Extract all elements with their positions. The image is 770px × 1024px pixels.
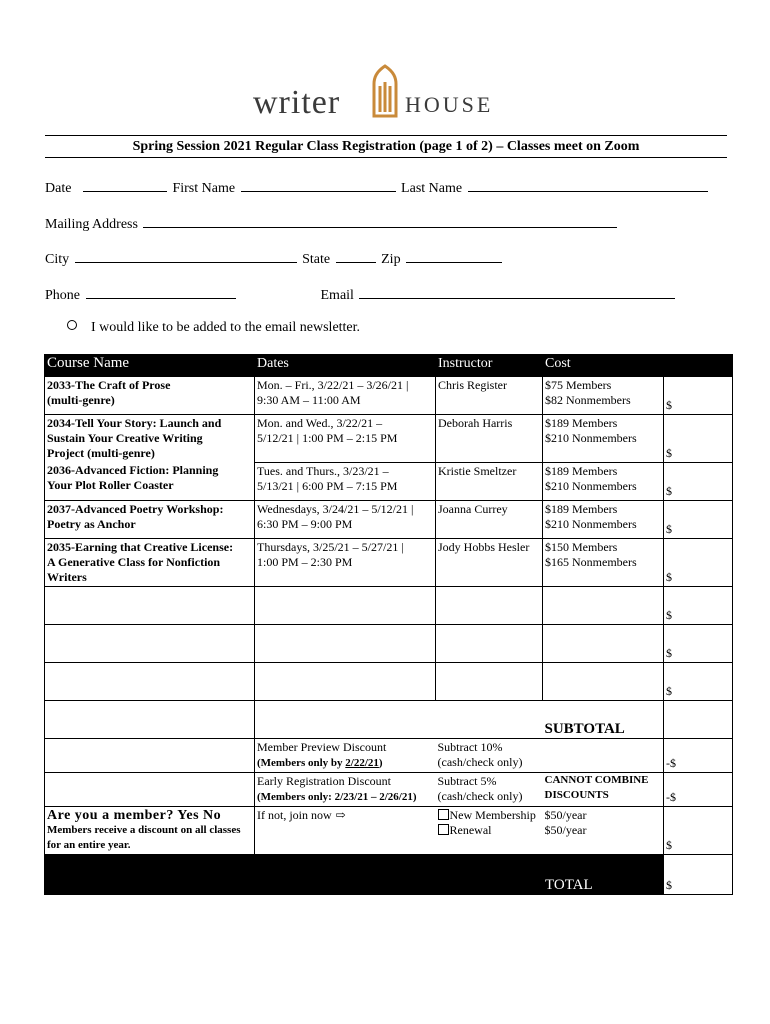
date-field[interactable]: [83, 177, 167, 192]
mailing-address-field[interactable]: [143, 213, 617, 228]
total-field[interactable]: $: [664, 854, 733, 894]
first-name-label: First Name: [172, 181, 236, 196]
membership-prices: $50/year $50/year: [543, 806, 664, 854]
member-discount-field[interactable]: -$: [664, 738, 733, 772]
email-label: Email: [320, 288, 354, 303]
early-discount-blank: [45, 772, 255, 806]
course-name: 2036-Advanced Fiction: Planning Your Plot Roller Coaster: [45, 462, 255, 500]
divider-top: [45, 135, 727, 136]
amount-field[interactable]: $: [664, 377, 733, 415]
course-instructor: Chris Register: [436, 377, 543, 415]
new-membership-option[interactable]: New Membership: [438, 808, 541, 823]
row-mailing: [45, 213, 619, 233]
total-row: [45, 854, 733, 894]
table-row: [45, 538, 733, 586]
membership-options: [436, 806, 543, 854]
subtotal-row: [45, 700, 733, 738]
city-label: City: [45, 252, 70, 267]
zip-label: Zip: [381, 252, 401, 267]
state-field[interactable]: [336, 248, 376, 263]
header-cost: Cost: [543, 355, 664, 377]
member-subtract: Subtract 10% (cash/check only): [436, 738, 543, 772]
join-now[interactable]: If not, join now ⇨: [255, 806, 436, 854]
course-cost: $189 Members $210 Nonmembers: [543, 462, 664, 500]
email-field[interactable]: [359, 284, 675, 299]
newsletter-label: I would like to be added to the email newsletter.: [91, 320, 361, 335]
zip-field[interactable]: [406, 248, 502, 263]
mailing-address-label: Mailing Address: [45, 217, 138, 232]
course-cost: $75 Members $82 Nonmembers: [543, 377, 664, 415]
course-instructor: Joanna Currey: [436, 500, 543, 538]
amount-field[interactable]: $: [664, 624, 733, 662]
amount-field[interactable]: $: [664, 538, 733, 586]
header-dates: Dates: [255, 355, 436, 377]
course-dates: Tues. and Thurs., 3/23/21 – 5/13/21 | 6:00 PM – 7:15 PM: [255, 462, 436, 500]
renewal-option[interactable]: Renewal: [438, 823, 541, 838]
amount-field[interactable]: $: [664, 500, 733, 538]
blank-cost-cell[interactable]: [543, 586, 664, 624]
header-course-name: Course Name: [45, 355, 255, 377]
amount-field[interactable]: $: [664, 462, 733, 500]
blank-dates-cell[interactable]: [255, 662, 436, 700]
total-label: TOTAL: [543, 854, 664, 894]
subtotal-label: SUBTOTAL: [543, 700, 664, 738]
course-name: 2035-Earning that Creative License: A Generative Class for Nonfiction Writers: [45, 538, 255, 586]
state-label: State: [302, 252, 331, 267]
total-black-3: [436, 854, 543, 894]
newsletter-option[interactable]: [67, 320, 360, 336]
logo-word-writer: writer: [253, 84, 341, 121]
arrow-right-icon: ⇨: [335, 807, 346, 822]
subtotal-blank-3: [436, 700, 543, 738]
course-dates: Thursdays, 3/25/21 – 5/27/21 | 1:00 PM – 2:30 PM: [255, 538, 436, 586]
member-preview-discount: Member Preview Discount (Members only by 2/22/21): [255, 738, 436, 772]
row-date-name: [45, 177, 710, 197]
blank-cost-cell[interactable]: [543, 662, 664, 700]
logo-word-house: HOUSE: [405, 92, 494, 117]
course-name: 2034-Tell Your Story: Launch and Sustain Your Creative Writing Project (multi-genre): [45, 415, 255, 463]
course-name: 2033-The Craft of Prose (multi-genre): [45, 377, 255, 415]
row-city: [45, 248, 504, 268]
total-black-2: [255, 854, 436, 894]
total-black-1: [45, 854, 255, 894]
phone-label: Phone: [45, 288, 80, 303]
course-dates: Mon. – Fri., 3/22/21 – 3/26/21 | 9:30 AM – 11:00 AM: [255, 377, 436, 415]
member-discount-blank-2: [543, 738, 664, 772]
row-phone-email: [45, 284, 677, 304]
early-registration-discount: Early Registration Discount (Members only: 2/23/21 – 2/26/21): [255, 772, 436, 806]
blank-cost-cell[interactable]: [543, 624, 664, 662]
blank-dates-cell[interactable]: [255, 624, 436, 662]
blank-course-cell[interactable]: [45, 586, 255, 624]
amount-field[interactable]: $: [664, 415, 733, 463]
member-discount-row: [45, 738, 733, 772]
last-name-field[interactable]: [468, 177, 708, 192]
renewal-checkbox[interactable]: [438, 824, 449, 835]
divider-bottom: [45, 157, 727, 158]
writer-house-logo: [253, 62, 518, 122]
blank-row: [45, 624, 733, 662]
phone-field[interactable]: [86, 284, 236, 299]
first-name-field[interactable]: [241, 177, 396, 192]
member-note: Members receive a discount on all classes for an entire year.: [47, 823, 241, 851]
course-cost: $189 Members $210 Nonmembers: [543, 415, 664, 463]
table-header: [45, 355, 733, 377]
header-blank: [664, 355, 733, 377]
course-dates: Mon. and Wed., 3/22/21 – 5/12/21 | 1:00 PM – 2:15 PM: [255, 415, 436, 463]
course-instructor: Kristie Smeltzer: [436, 462, 543, 500]
blank-instructor-cell[interactable]: [436, 662, 543, 700]
membership-question-cell: [45, 806, 255, 854]
blank-course-cell[interactable]: [45, 624, 255, 662]
table-row: [45, 462, 733, 500]
registration-table: [44, 354, 733, 895]
course-instructor: Deborah Harris: [436, 415, 543, 463]
subtotal-blank-2: [255, 700, 436, 738]
date-label: Date: [45, 181, 72, 196]
member-question[interactable]: Are you a member? Yes No: [47, 807, 222, 823]
cannot-combine-note: CANNOT COMBINE DISCOUNTS: [543, 772, 664, 806]
blank-course-cell[interactable]: [45, 662, 255, 700]
header-instructor: Instructor: [436, 355, 543, 377]
amount-field[interactable]: $: [664, 662, 733, 700]
last-name-label: Last Name: [401, 181, 463, 196]
table-row: [45, 500, 733, 538]
course-dates: Wednesdays, 3/24/21 – 5/12/21 | 6:30 PM – 9:00 PM: [255, 500, 436, 538]
membership-row: [45, 806, 733, 854]
table-row: [45, 377, 733, 415]
course-name: 2037-Advanced Poetry Workshop: Poetry as Anchor: [45, 500, 255, 538]
newsletter-radio[interactable]: [67, 320, 77, 330]
lantern-icon: [370, 64, 400, 120]
subtotal-field[interactable]: [664, 700, 733, 738]
amount-field[interactable]: $: [664, 586, 733, 624]
blank-instructor-cell[interactable]: [436, 586, 543, 624]
blank-row: [45, 662, 733, 700]
early-discount-row: [45, 772, 733, 806]
blank-instructor-cell[interactable]: [436, 624, 543, 662]
new-membership-checkbox[interactable]: [438, 809, 449, 820]
course-cost: $189 Members $210 Nonmembers: [543, 500, 664, 538]
membership-field[interactable]: $: [664, 806, 733, 854]
course-instructor: Jody Hobbs Hesler: [436, 538, 543, 586]
table-row: [45, 415, 733, 463]
blank-dates-cell[interactable]: [255, 586, 436, 624]
early-subtract: Subtract 5% (cash/check only): [436, 772, 543, 806]
member-discount-blank: [45, 738, 255, 772]
course-cost: $150 Members $165 Nonmembers: [543, 538, 664, 586]
blank-row: [45, 586, 733, 624]
subtotal-blank: [45, 700, 255, 738]
early-discount-field[interactable]: -$: [664, 772, 733, 806]
page-title: Spring Session 2021 Regular Class Registration (page 1 of 2) – Classes meet on Zoom: [132, 139, 640, 154]
city-field[interactable]: [75, 248, 297, 263]
